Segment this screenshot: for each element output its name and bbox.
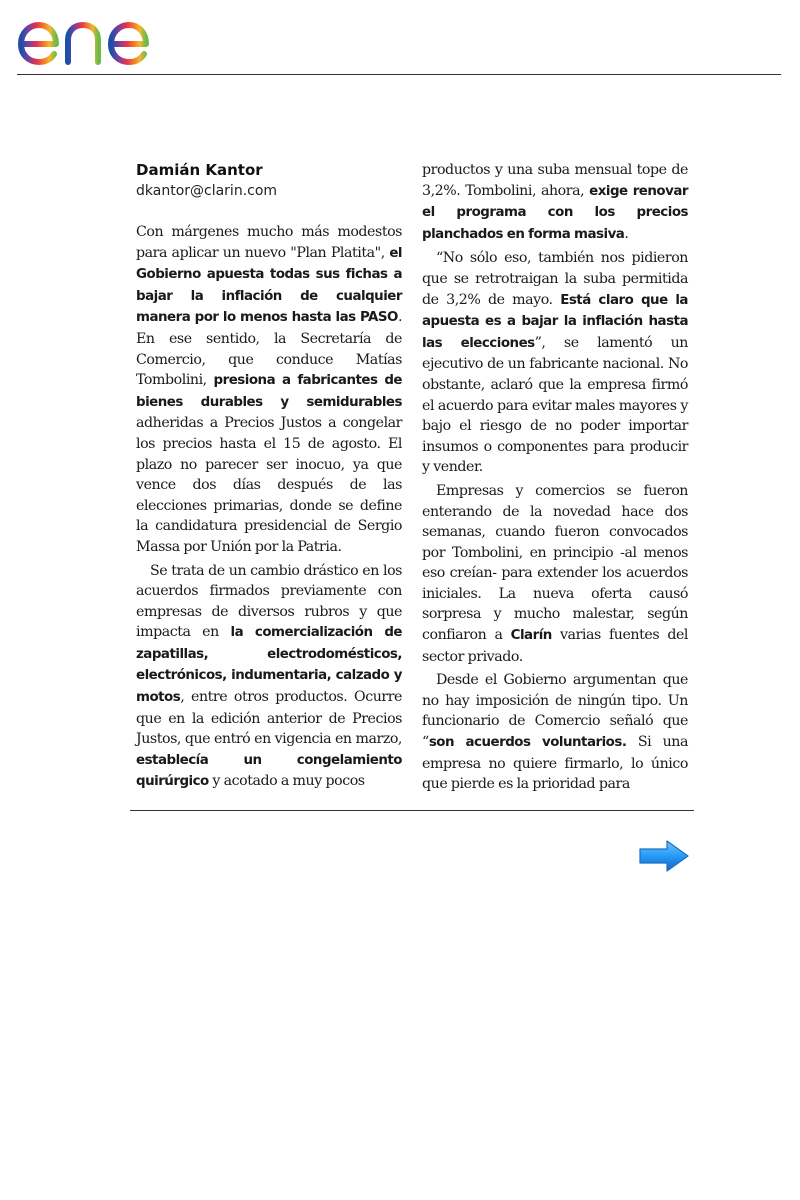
text-run: Se trata de un cambio drástico en los acuerdos firmados previamente con empresas de diversos rubros y que impacta en [136,562,402,641]
text-run: Con márgenes mucho más modestos para aplicar un nuevo "Plan Platita", [136,224,402,261]
bold-text: la comercialización de zapatillas, electrodomésticos, electrónicos, indumentaria, calzado y motos [136,625,402,706]
bold-text: exige renovar el programa con los precios planchados en forma masiva [422,183,688,242]
text-run: varias fuentes del sector privado. [422,627,688,665]
text-run: adheridas a Precios Justos a congelar los precios hasta el 15 de agosto. El plazo no parecer ser inocuo, ya que vence dos días después de las elecciones primarias, donde se define la candidatura presidencial de Sergio Massa por Unión por la Patria. [136,415,402,555]
arrow-right-icon [637,838,691,874]
bold-text: establecía un congelamiento quirúrgico [136,752,402,790]
article-column-left [136,160,402,795]
paragraph [422,248,688,478]
paragraph [422,481,688,667]
article-body [136,160,688,795]
bold-text: Está claro que la apuesta es a bajar la inflación hasta las elecciones [422,292,688,351]
text-run: Desde el Gobierno argumentan que no hay imposición de ningún tipo. Un funcionario de Comercio señaló que “ [422,672,688,751]
paragraph [422,160,688,245]
bold-text: presiona a fabricantes de bienes durables y semidurables [136,373,402,410]
text-run: ”, se lamentó un ejecutivo de un fabricante nacional. No obstante, aclaró que la empresa firmó el acuerdo para evitar males mayores y bajo el riesgo de no poder importar insumos o componentes para producir y vender. [422,334,688,476]
paragraph [136,561,402,794]
text-run: . En ese sentido, la Secretaría de Comercio, que conduce Matías Tombolini, [136,309,402,389]
paragraph [422,670,688,795]
text-run: Si una empresa no quiere firmarlo, lo único que pierde es la prioridad para [422,734,688,793]
bold-text: Clarín [510,628,552,644]
author-name: Damián Kantor [136,161,263,179]
bold-text: son acuerdos voluntarios. [428,735,627,751]
text-run: productos y una suba mensual tope de 3,2%. Tombolini, ahora, [422,162,688,199]
bold-text: el Gobierno apuesta todas sus fichas a bajar la inflación de cualquier manera por lo menos hasta las PASO [136,245,402,326]
paragraph [136,222,402,558]
text-run: , entre otros productos. Ocurre que en la edición anterior de Precios Justos, que entró en vigencia en marzo, [136,689,402,748]
author-email: dkantor@clarin.com [136,183,278,199]
enel-logo [16,4,186,68]
article-bottom-divider [130,810,694,811]
next-page-button[interactable] [637,838,691,874]
text-run: “No sólo eso, también nos pidieron que se retrotraigan la suba permitida de 3,2% de mayo. [422,250,688,308]
text-run: . [624,225,629,242]
text-run: y acotado a muy pocos [208,773,365,790]
header-divider [17,74,781,75]
text-run: Empresas y comercios se fueron enterando de la novedad hace dos semanas, cuando fueron convocados por Tombolini, en principio -al menos eso creían- para extender los acuerdos iniciales. La nueva oferta causó sorpresa y mucho malestar, según confiaron a [422,482,688,644]
article-column-right [422,160,688,795]
